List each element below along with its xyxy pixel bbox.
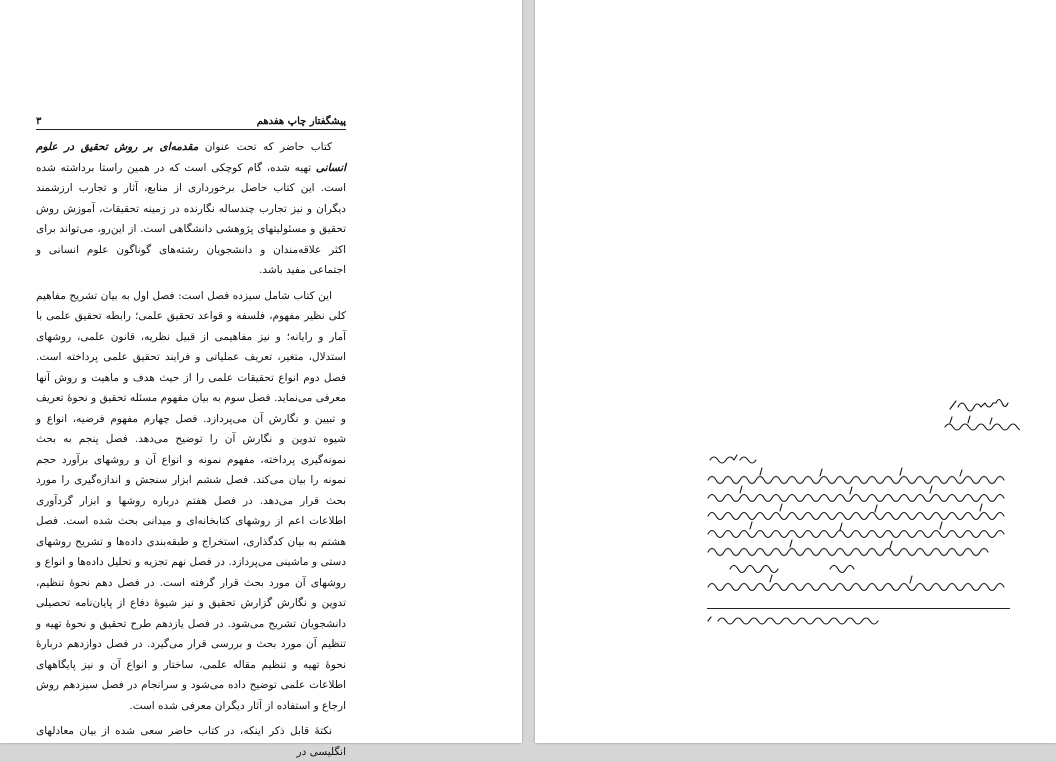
handwriting-line-2	[708, 486, 1004, 502]
paragraph-1	[36, 137, 346, 281]
handwriting-footnote	[708, 617, 878, 624]
footnote-rule	[707, 608, 1010, 609]
paragraph-2: این کتاب شامل سیزده فصل است: فصل اول به بیان تشریح مفاهیم کلی نظیر مفهوم، فلسفه و قواعد تحقیق علمی؛ رابطه تحقیق علمی با آمار و رایانه؛ و نیز مفاهیمی از قبیل نظریه، قانون علمی، روشهای استدلال، متغیر، تعریف عملیاتی و فرایند تحقیق علمی پرداخته است. فصل دوم انواع تحقیقات علمی را از حیث هدف و ماهیت و روش آنها معرفی می‌نماید. فصل سوم به بیان مفهوم مسئله تحقیق و نحوهٔ تعریف و تبیین و نگارش آن می‌پردازد. فصل چهارم مفهوم فرضیه، انواع و شیوه تدوین و نگارش آن را توضیح می‌دهد. فصل پنجم به بحث نمونه‌گیری پرداخته، مفهوم نمونه و انواع آن و روشهای برآورد حجم نمونه را بیان می‌کند. فصل ششم ابزار سنجش و اندازه‌گیری را مورد بحث قرار می‌دهد. در فصل هفتم درباره روشها و ابزار گردآوری اطلاعات اعم از روشهای کتابخانه‌ای و میدانی بحث شده است. فصل هشتم به بیان کدگذاری، استخراج و طبقه‌بندی داده‌ها و تشریح روشهای دستی و ماشینی می‌پردازد. در فصل نهم تجزیه و تحلیل داده‌ها و انواع و روشهای آن مورد بحث قرار گرفته است. در فصل دهم نحوهٔ تنظیم، تدوین و نگارش گزارش تحقیق و نیز شیوهٔ دفاع از پایان‌نامه تحصیلی دانشجویان تشریح می‌شود. در فصل یازدهم طرح تحقیق و نحوهٔ تهیه و تنظیم آن مورد بحث و بررسی قرار می‌گیرد. در فصل دوازدهم دربارهٔ نحوهٔ تهیه و تنظیم مقاله علمی، ساختار و انواع آن و نیز پایگاههای اطلاعات علمی توضیح داده می‌شود و سرانجام در فصل سیزدهم روش ارجاع و استفاده از آثار دیگران معرفی شده است.	[36, 289, 346, 712]
running-header	[36, 116, 346, 130]
paragraph-1-intro: کتاب حاضر که تحت عنوان	[198, 141, 333, 153]
handwriting-heading-1	[950, 400, 1008, 412]
body-text	[36, 137, 346, 762]
handwriting-label	[710, 455, 756, 463]
header-rule	[36, 129, 346, 130]
page-number: ۳	[36, 116, 42, 127]
paragraph-1-rest: تهیه شده، گام کوچکی است که در همین راستا برداشته شده است. این کتاب حاصل برخورداری از منابع، آثار و تجارب ارزشمند دیگران و نیز تجارب چندساله نگارنده در زمینه تحقیقات، آموزش روش تحقیق و مسئولیتهای پژوهشی دانشگاهی است. از این‌رو، می‌تواند برای اکثر علاقه‌مندان و دانشجویان رشته‌های گوناگون علوم انسانی و اجتماعی مفید باشد.	[36, 161, 346, 276]
handwriting-block	[700, 395, 1020, 635]
handwriting-heading-2	[945, 416, 1020, 430]
book-title: مقدمه‌ای بر روش تحقیق در علوم انسانی	[36, 141, 346, 174]
handwriting-line-4	[708, 522, 1004, 538]
running-header-title: پیشگفتار چاپ هفدهم	[256, 116, 346, 127]
handwriting-line-3	[708, 504, 1004, 520]
paragraph-3: نکتهٔ قابل ذکر اینکه، در کتاب حاضر سعی شده از بیان معادلهای انگلیسی در	[36, 725, 346, 758]
handwriting-line-6	[730, 566, 854, 573]
handwriting-line-7	[708, 575, 1004, 591]
handwriting-line-5	[708, 540, 988, 556]
handwriting-line-1	[708, 468, 1004, 484]
left-page	[0, 0, 522, 758]
